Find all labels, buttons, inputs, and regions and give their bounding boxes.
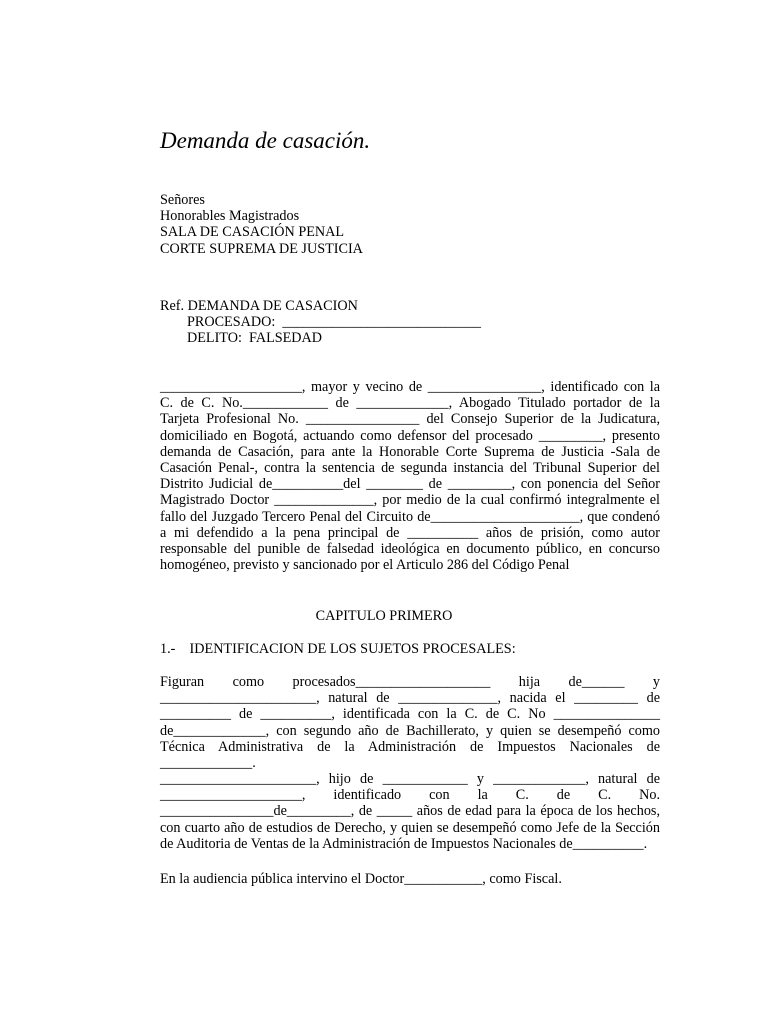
addressee-line: Honorables Magistrados	[160, 208, 300, 225]
delito-line: DELITO: FALSEDAD	[187, 330, 323, 347]
document-title: Demanda de casación.	[160, 128, 371, 153]
intro-paragraph: ____________________, mayor y vecino de ________________, identificado con la C. de C. No.____________ de _____________, Abogado Titulado portador de la Tarjeta Profesional No. ________________ del Consejo Superior de la Judicatura, domiciliado en Bogotá, actuando como defensor del procesado _________, presento demanda de Casación, para ante la Honorable Corte Suprema de Justicia -Sala de Casación Penal-, contra la sentencia de segunda instancia del Tribunal Superior del Distrito Judicial de__________del ________ de _________, con ponencia del Señor Magistrado Doctor ______________, por medio de la cual confirmó integralmente el fallo del Juzgado Tercero Penal del Circuito de_____________________, que condenó a mi defendido a la pena principal de __________ años de prisión, como autor responsable del punible de falsedad ideológica en documento público, en concurso homogéneo, previsto y sancionado por el Articulo 286 del Código Penal	[160, 379, 660, 574]
fiscal-paragraph: En la audiencia pública intervino el Doctor___________, como Fiscal.	[160, 871, 562, 887]
addressee-line: CORTE SUPREMA DE JUSTICIA	[160, 240, 363, 257]
addressee-line: SALA DE CASACIÓN PENAL	[160, 224, 345, 241]
reference-block	[160, 298, 481, 347]
procesado-line: PROCESADO: ____________________________	[187, 314, 482, 331]
procesados-paragraph: Figuran como procesados___________________ hija de______ y ______________________, natural de ______________, nacida el _________ de __________ de __________, identificada con la C. de C. No _______________ de_____________, con segundo año de Bachillerato, y quien se desempeñó como Técnica Administrativa de la Administración de Impuestos Nacionales de _____________.	[160, 674, 660, 772]
addressee-line: Señores	[160, 192, 205, 208]
addressee-block	[160, 192, 363, 257]
second-procesado-paragraph: ______________________, hijo de ____________ y _____________, natural de ____________________, identificado con la C. de C. No. ________________de_________, de _____ años de edad para la época de los hechos, con cuarto año de estudios de Derecho, y quien se desempeñó como Jefe de la Sección de Auditoria de Ventas de la Administración de Impuestos Nacionales de__________.	[160, 771, 660, 852]
section-heading: 1.- IDENTIFICACION DE LOS SUJETOS PROCESALES:	[160, 641, 516, 657]
reference-line: Ref. DEMANDA DE CASACION	[160, 298, 358, 314]
chapter-heading: CAPITULO PRIMERO	[315, 608, 453, 624]
